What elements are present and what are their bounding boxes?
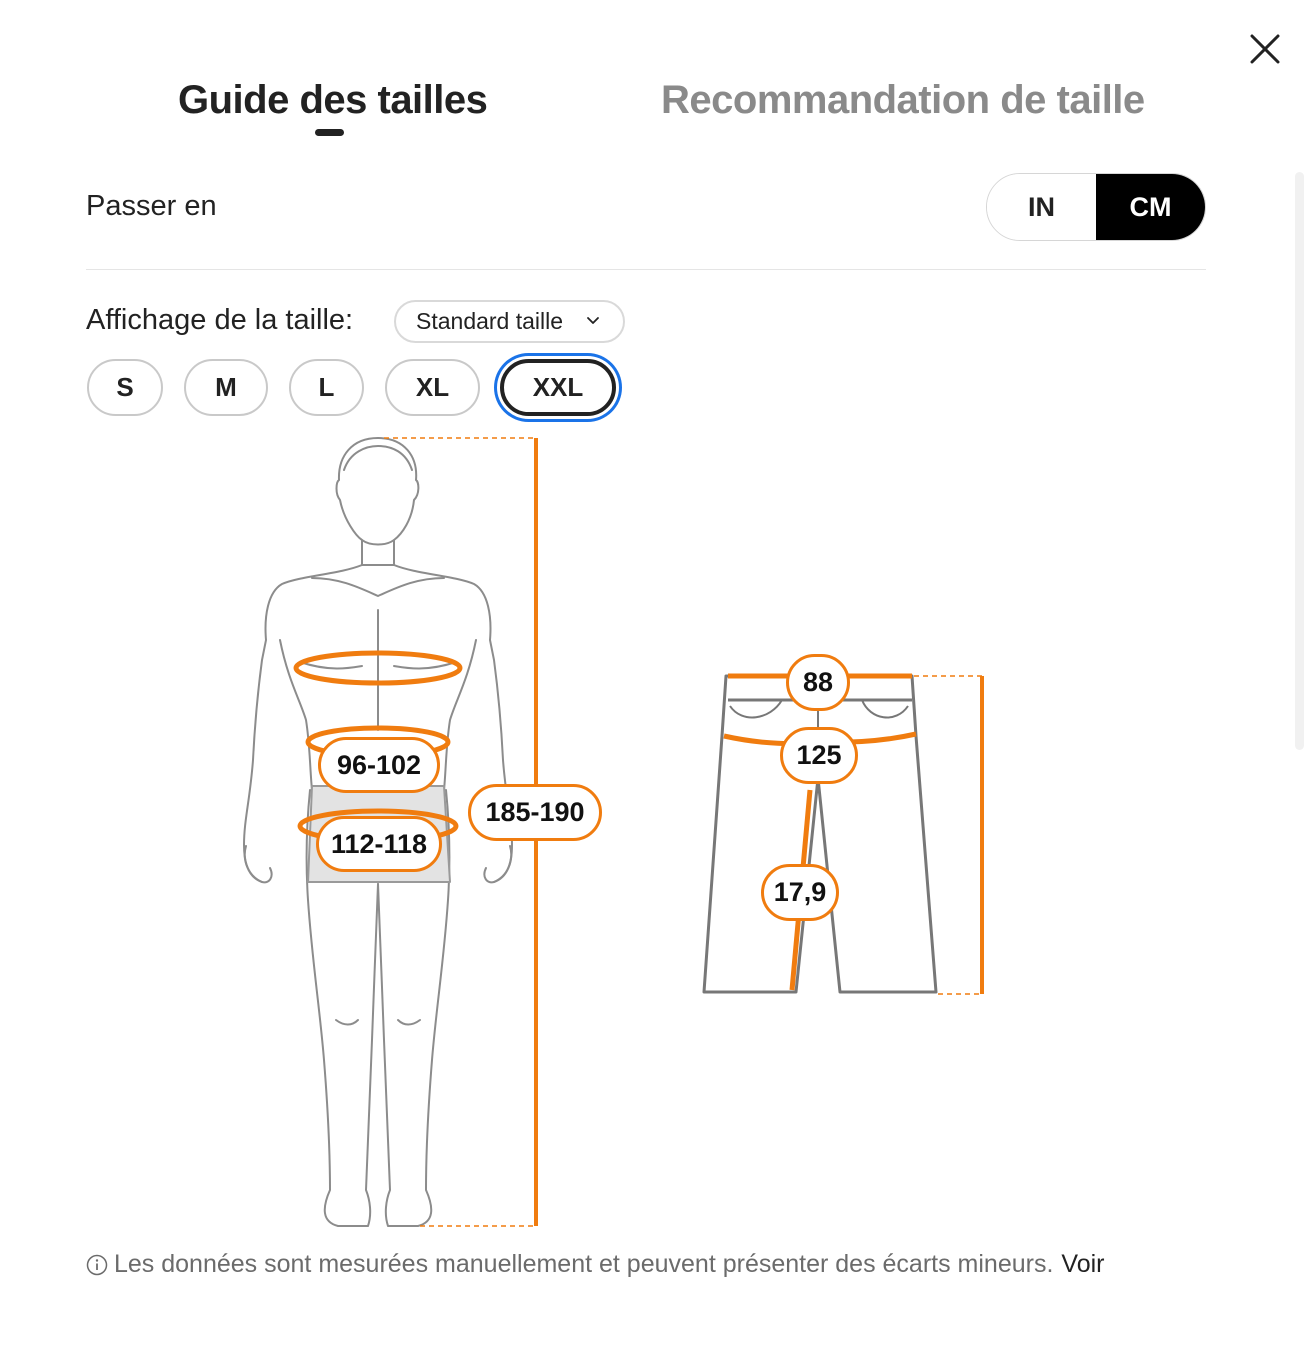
info-icon (86, 1254, 108, 1276)
size-option-l[interactable]: L (289, 359, 364, 416)
see-more-link[interactable]: Voir (1061, 1250, 1105, 1278)
body-hips-measurement: 112-118 (316, 816, 442, 872)
tab-size-recommendation[interactable]: Recommandation de taille (661, 78, 1145, 122)
body-waist-measurement: 96-102 (318, 737, 440, 793)
body-height-measurement: 185-190 (468, 784, 602, 841)
measurement-disclaimer (86, 1250, 1105, 1279)
size-option-m[interactable]: M (184, 359, 268, 416)
unit-switch-label: Passer en (86, 190, 217, 222)
size-option-xxl[interactable]: XXL (500, 359, 616, 416)
size-display-value: Standard taille (416, 308, 564, 334)
garment-hip-measurement: 125 (780, 727, 858, 784)
size-option-xl[interactable]: XL (385, 359, 480, 416)
shorts-garment-figure (704, 676, 936, 992)
unit-option-cm[interactable]: CM (1096, 174, 1205, 240)
unit-option-in[interactable]: IN (987, 174, 1096, 240)
garment-inseam-measurement: 17,9 (761, 864, 839, 921)
garment-measurement-guides (724, 676, 982, 994)
size-display-label: Affichage de la taille: (86, 304, 354, 336)
tab-size-guide[interactable]: Guide des tailles (178, 78, 488, 122)
garment-waist-measurement: 88 (786, 654, 850, 711)
size-option-s[interactable]: S (87, 359, 163, 416)
disclaimer-text: Les données sont mesurées manuellement et peuvent présenter des écarts mineurs. (114, 1250, 1054, 1278)
